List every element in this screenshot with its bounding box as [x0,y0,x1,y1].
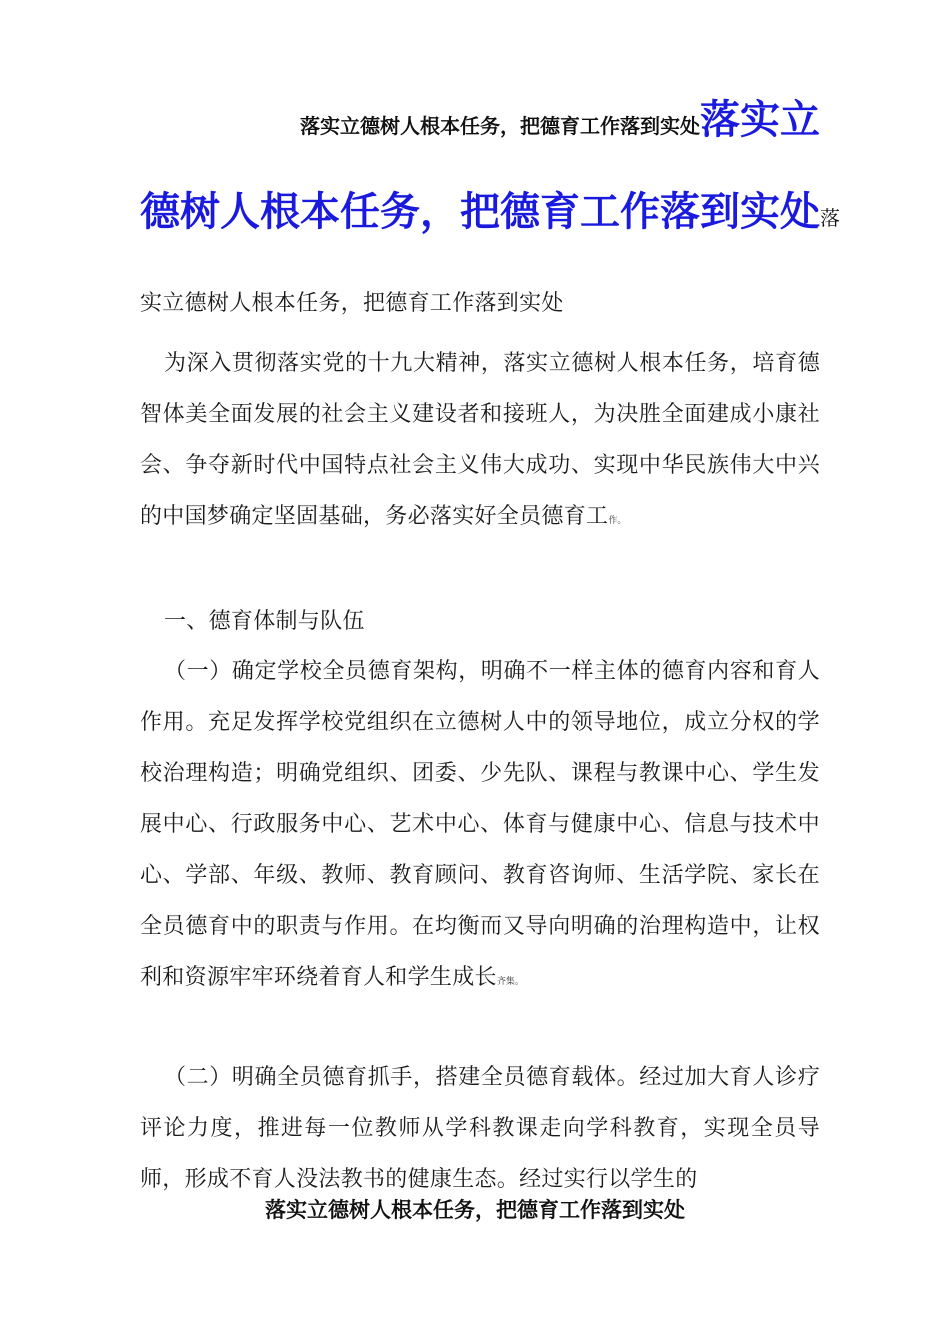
intro-tail: 作。 [608,516,627,526]
subsection-1-tail: 齐集。 [496,977,524,987]
intro-text: 为深入贯彻落实党的十九大精神，落实立德树人根本任务，培育德智体美全面发展的社会主义建设者和接班人，为决胜全面建成小康社会、争夺新时代中国特点社会主义伟大成功、实现中华民族伟大中兴的中国梦确定坚固基础，务必落实好全员德育工 [140,351,820,529]
header-big-title-start: 落实立 [700,97,820,143]
subsection-1-paragraph [140,646,820,1008]
document-header [140,88,820,145]
subsection-1-text: （一）确定学校全员德育架构，明确不一样主体的德育内容和育人作用。充足发挥学校党组织在立德树人中的领导地位，成立分权的学校治理构造；明确党组织、团委、少先队、课程与教课中心、学生发展中心、行政服务中心、艺术中心、体育与健康中心、信息与技术中心、学部、年级、教师、教育顾问、教育咨询师、生活学院、家长在全员德育中的职责与作用。在均衡而又导向明确的治理构造中，让权利和资源牢牢环绕着育人和学生成长 [140,659,820,990]
header-small-title: 落实立德树人根本任务，把德育工作落到实处 [300,114,700,138]
section-heading-1: 一、德育体制与队伍 [164,609,365,634]
page-footer-title: 落实立德树人根本任务，把德育工作落到实处 [265,1198,685,1222]
subsection-2-paragraph: （二）明确全员德育抓手，搭建全员德育载体。经过加大育人诊疗评论力度，推进每一位教师从学科教课走向学科教育，实现全员导师，形成不育人没法教书的健康生态。经过实行以学生的 [140,1065,820,1192]
header-tail: 落 [820,206,840,230]
document-subtitle: 实立德树人根本任务，把德育工作落到实处 [140,291,564,316]
document-title [140,180,840,237]
header-big-title-continued: 德树人根本任务，把德育工作落到实处 [140,189,820,235]
intro-paragraph [140,338,820,547]
